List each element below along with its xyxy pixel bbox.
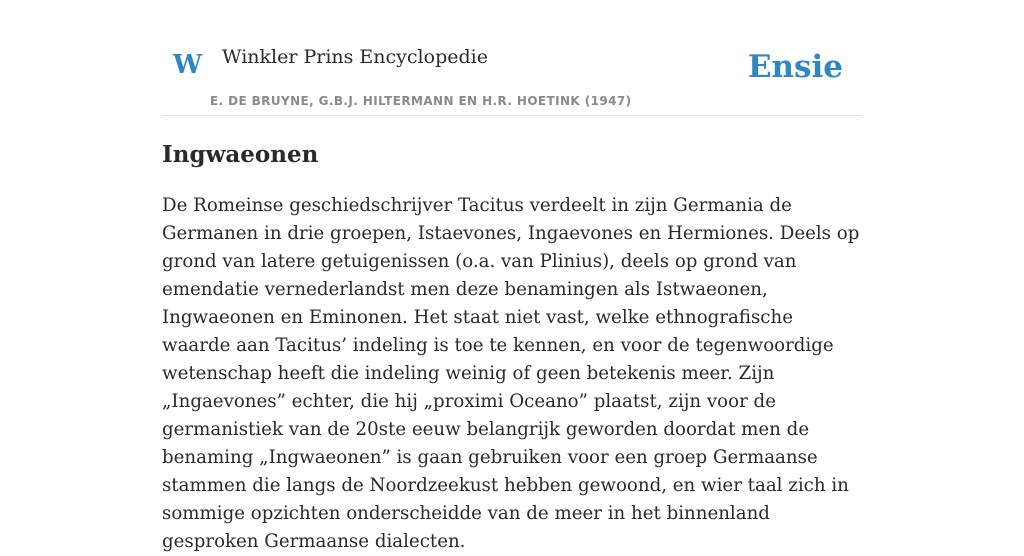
winkler-prins-logo[interactable]: W (173, 50, 203, 80)
page (162, 0, 862, 552)
entry-title: Ingwaeonen (162, 141, 319, 168)
header (162, 0, 862, 116)
ensie-brand-logo[interactable]: Ensie (747, 49, 843, 85)
authors-line: E. DE BRUYNE, G.B.J. HILTERMANN EN H.R. HOETINK (1947) (210, 94, 632, 108)
entry-body: De Romeinse geschiedschrijver Tacitus verdeelt in zijn Germania de Germanen in drie groepen, Istaevones, Ingaevones en Hermiones. Deels op grond van latere getuigenissen (o.a. van Plinius), deels op grond van emendatie vernederlandst men deze benamingen als Istwaeonen, Ingwaeonen en Eminonen. Het staat niet vast, welke ethnografische waarde aan Tacitus’ indeling is toe te kennen, en voor de tegenwoordige wetenschap heeft die indeling weinig of geen betekenis meer. Zijn „Ingaevones” echter, die hij „proximi Oceano” plaatst, zijn voor de germanistiek van de 20ste eeuw belangrijk geworden doordat men de benaming „Ingwaeonen” is gaan gebruiken voor een groep Germaanse stammen die langs de Noordzeekust hebben gewoond, en wier taal zich in sommige opzichten onderscheidde van de meer in het binnenland gesproken Germaanse dialecten. (162, 195, 860, 552)
encyclopedia-title[interactable]: Winkler Prins Encyclopedie (222, 46, 488, 68)
